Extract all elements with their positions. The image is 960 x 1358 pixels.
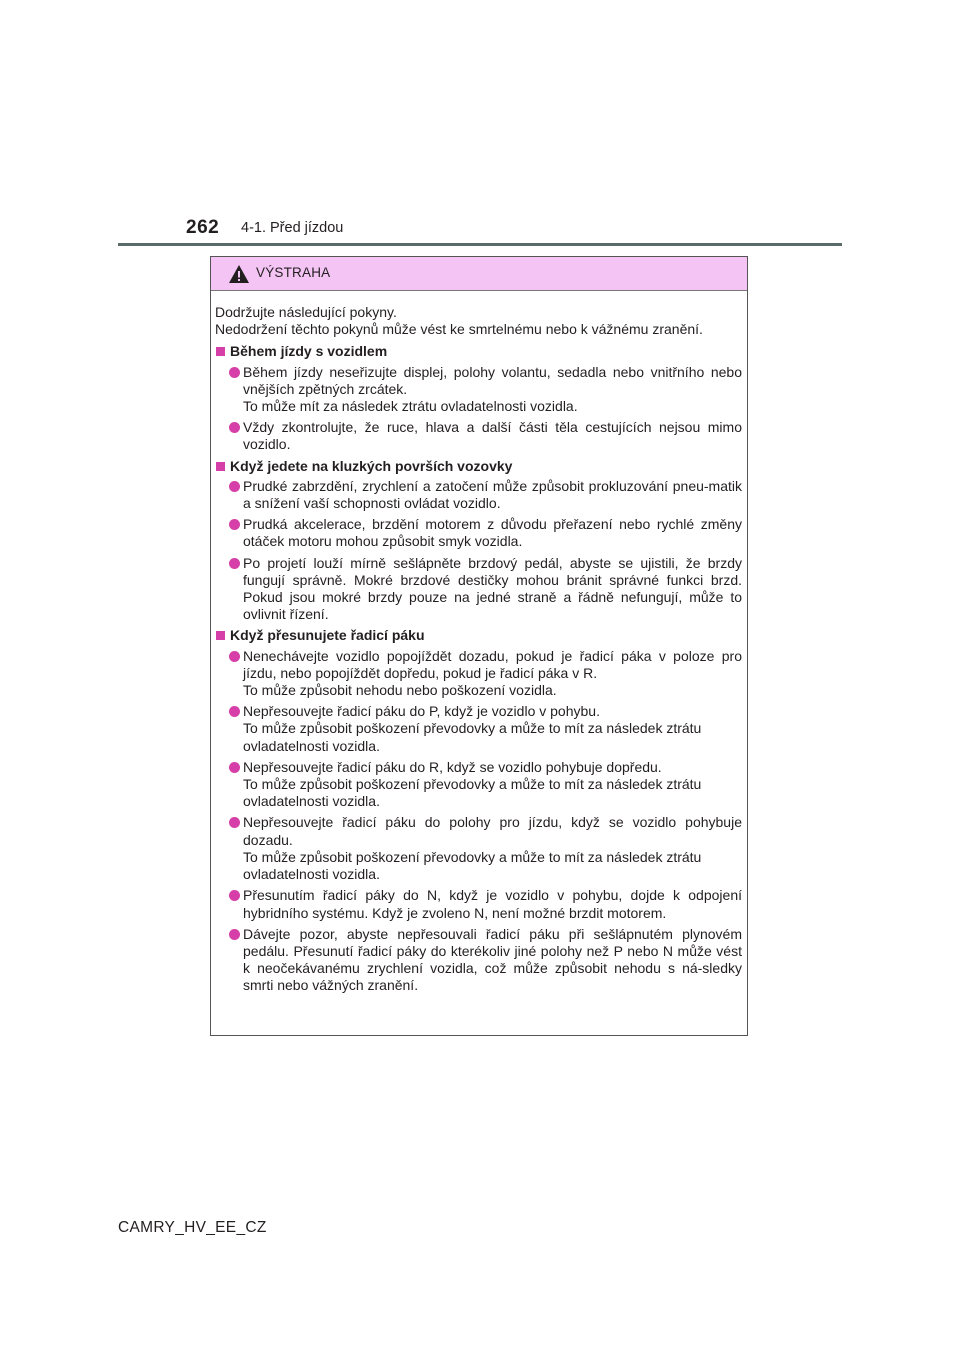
circle-bullet-icon — [229, 762, 240, 773]
intro-line: Nedodržení těchto pokynů může vést ke smrtelnému nebo k vážnému zranění. — [215, 321, 703, 338]
circle-bullet-icon — [229, 706, 240, 717]
list-item-text: Nepřesouvejte řadicí páku do R, když se vozidlo pohybuje dopředu. — [243, 758, 662, 775]
list-item — [215, 516, 742, 550]
list-item-text: Prudké zabrzdění, zrychlení a zatočení může způsobit prokluzování pneu-matik a snížení vaší schopnosti ovládat vozidlo. — [243, 477, 742, 512]
square-bullet-icon — [216, 347, 225, 356]
warning-header — [211, 257, 747, 291]
list-item-text: Prudká akcelerace, brzdění motorem z důvodu přeřazení nebo rychlé změny otáček motoru mohou způsobit smyk vozidla. — [243, 516, 742, 550]
list-item-text: To může způsobit poškození převodovky a může to mít za následek ztrátu ovladatelnosti vozidla. — [243, 720, 702, 754]
list-item — [215, 648, 742, 700]
warning-intro — [215, 304, 742, 338]
circle-bullet-icon — [229, 558, 240, 569]
list-item — [215, 759, 742, 811]
document-code: CAMRY_HV_EE_CZ — [118, 1219, 267, 1236]
circle-bullet-icon — [229, 367, 240, 378]
warning-subsection — [215, 458, 742, 624]
list-item — [215, 478, 742, 512]
subsection-heading — [215, 343, 742, 360]
circle-bullet-icon — [229, 817, 240, 828]
list-item-text: To může mít za následek ztrátu ovladatelnosti vozidla. — [243, 398, 578, 415]
list-item — [215, 887, 742, 921]
warning-subsection — [215, 627, 742, 994]
warning-triangle-icon — [228, 264, 250, 284]
circle-bullet-icon — [229, 519, 240, 530]
warning-box — [210, 256, 748, 1036]
list-item — [215, 926, 742, 995]
square-bullet-icon — [216, 631, 225, 640]
square-bullet-icon — [216, 462, 225, 471]
list-item-text: Během jízdy neseřizujte displej, polohy volantu, sedadla nebo vnitřního nebo vnějších zpětných zrcátek. — [243, 363, 742, 397]
list-item-text: To může způsobit poškození převodovky a může to mít za následek ztrátu ovladatelnosti vozidla. — [243, 848, 702, 883]
list-item-text: To může způsobit nehodu nebo poškození vozidla. — [243, 682, 557, 699]
circle-bullet-icon — [229, 890, 240, 901]
list-item — [215, 364, 742, 416]
subsection-heading — [215, 627, 742, 644]
section-title: 4-1. Před jízdou — [241, 220, 344, 236]
subsection-heading-text: Když přesunujete řadicí páku — [230, 627, 425, 644]
list-item-text: Nepřesouvejte řadicí páku do polohy pro jízdu, když se vozidlo pohybuje dozadu. — [243, 814, 742, 848]
list-item-text: Po projetí louží mírně sešlápněte brzdový pedál, abyste se ujistili, že brzdy fungují správně. Mokré brzdové destičky mohou bránit správné funkci brzd. Pokud jsou mokré brzdy pouze na jedné straně a řádně nefungují, může to ovlivnit řízení. — [243, 554, 742, 623]
list-item — [215, 703, 742, 755]
page-header — [0, 0, 960, 250]
list-item-text: Vždy zkontrolujte, že ruce, hlava a další části těla cestujících nejsou mimo vozidlo. — [243, 419, 742, 453]
subsection-heading — [215, 458, 742, 475]
circle-bullet-icon — [229, 481, 240, 492]
list-item-text: Nenechávejte vozidlo popojíždět dozadu, pokud je řadicí páka v poloze pro jízdu, nebo popojíždět dopředu, pokud je řadicí páka v R. — [243, 647, 742, 681]
intro-line: Dodržujte následující pokyny. — [215, 304, 397, 320]
list-item-text: Přesunutím řadicí páky do N, když je vozidlo v pohybu, dojde k odpojení hybridního systému. Když je zvoleno N, není možné brzdit motorem. — [243, 887, 742, 921]
circle-bullet-icon — [229, 422, 240, 433]
list-item — [215, 419, 742, 453]
header-rule — [118, 243, 842, 246]
subsection-heading-text: Během jízdy s vozidlem — [230, 343, 388, 360]
list-item-text: Nepřesouvejte řadicí páku do P, když je vozidlo v pohybu. — [243, 703, 600, 720]
warning-title: VÝSTRAHA — [256, 265, 331, 280]
list-item — [215, 814, 742, 883]
warning-body — [211, 291, 747, 995]
page-number: 262 — [186, 217, 220, 238]
list-item-text: To může způsobit poškození převodovky a může to mít za následek ztrátu ovladatelnosti vozidla. — [243, 776, 702, 810]
circle-bullet-icon — [229, 929, 240, 940]
list-item — [215, 555, 742, 624]
list-item-text: Dávejte pozor, abyste nepřesouvali řadicí páku při sešlápnutém plynovém pedálu. Přesunutí řadicí páky do kterékoliv jiné polohy než P nebo N může vést k neočekávanému zrychlení vozidla, což může způsobit nehodu s ná-sledky smrti nebo vážných zranění. — [243, 925, 742, 994]
circle-bullet-icon — [229, 651, 240, 662]
warning-subsection — [215, 343, 742, 453]
subsection-heading-text: Když jedete na kluzkých površích vozovky — [230, 457, 513, 474]
